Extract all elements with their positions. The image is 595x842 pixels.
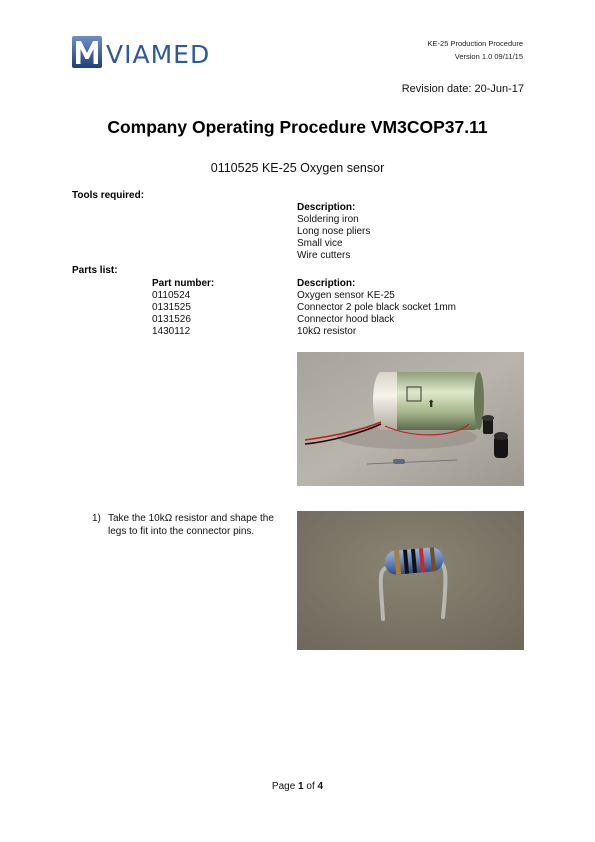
footer-prefix: Page (271, 781, 299, 792)
tools-list (297, 202, 370, 262)
tools-label: Tools required: (72, 190, 145, 201)
tool-item: Soldering iron (297, 214, 359, 225)
parts-description-column (297, 278, 456, 338)
parts-number-column (152, 278, 214, 338)
step-number: 1) (92, 513, 101, 524)
tool-item: Long nose pliers (297, 226, 371, 237)
part-description: Connector hood black (297, 314, 395, 325)
parts-photo (297, 352, 524, 486)
step-text: Take the 10kΩ resistor and shape the legs to fit into the connector pins. (108, 513, 274, 537)
parts-label: Parts list: (72, 265, 118, 276)
revision-date: Revision date: 20-Jun-17 (401, 83, 524, 95)
part-description: 10kΩ resistor (297, 326, 357, 337)
header-doc-info (428, 37, 523, 63)
part-description-header: Description: (297, 278, 356, 289)
page-subtitle: 0110525 KE-25 Oxygen sensor (210, 161, 385, 175)
viamed-logo-icon (72, 36, 102, 68)
parts-photo-image (297, 352, 524, 486)
part-number: 0110524 (152, 290, 191, 301)
part-description: Oxygen sensor KE-25 (297, 290, 395, 301)
svg-text:⬆: ⬆ (427, 399, 436, 410)
tool-item: Small vice (297, 238, 343, 249)
footer-current-page: 1 (298, 781, 304, 792)
footer-total-pages: 4 (317, 781, 324, 792)
company-logo (72, 36, 217, 72)
page-title: Company Operating Procedure VM3COP37.11 (107, 117, 488, 137)
resistor-photo (297, 511, 524, 650)
header-version: Version 1.0 09/11/15 (454, 52, 523, 61)
resistor-photo-image (297, 511, 524, 650)
tools-description-header: Description: (297, 202, 356, 213)
part-number: 0131526 (152, 314, 191, 325)
page-footer (0, 781, 595, 792)
part-number: 0131525 (152, 302, 191, 313)
part-description: Connector 2 pole black socket 1mm (297, 302, 456, 313)
part-number-header: Part number: (152, 278, 215, 289)
part-number: 1430112 (152, 326, 191, 337)
tool-item: Wire cutters (297, 250, 351, 261)
footer-middle: of (303, 781, 318, 792)
header-doc-name: KE-25 Production Procedure (427, 39, 523, 48)
logo-wordmark: VIAMED (106, 40, 211, 69)
